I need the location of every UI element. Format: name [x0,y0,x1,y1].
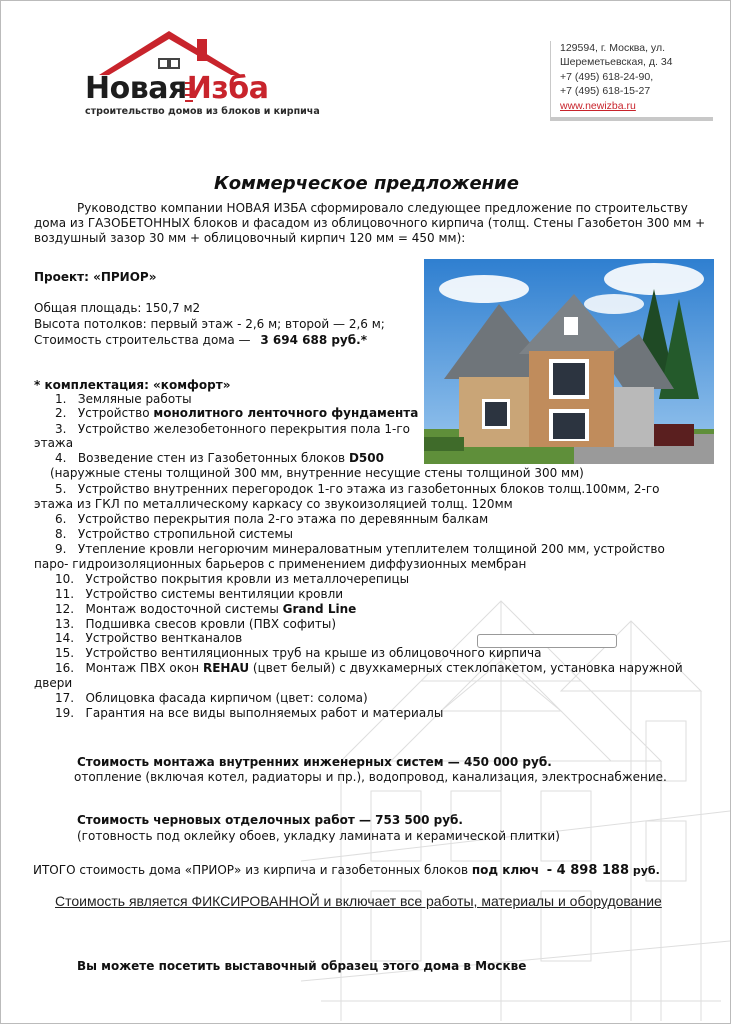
item-number: 11. [55,587,75,601]
list-item [55,512,488,526]
item-number: 6. [55,512,67,526]
item-number: 15. [55,646,75,660]
list-item [55,706,443,720]
list-item [55,451,384,465]
item-text: Устройство вентканалов [85,631,243,645]
total-unit: руб. [629,864,660,877]
finishing-cost: Стоимость черновых отделочных работ — 753 500 руб. [77,813,463,827]
list-item [55,646,541,660]
item-number: 16. [55,661,75,675]
project-area: Общая площадь: 150,7 м2 [34,301,201,315]
item-text: Гарантия на все виды выполняемых работ и материалы [85,706,444,720]
page-title: Коммерческое предложение [214,173,519,194]
item-text: Монтаж ПВХ окон [85,661,203,675]
item-continuation: двери [34,676,73,690]
item-text-after: (цвет белый) с двухкамерных стеклопакетом, установка наружной [249,661,683,675]
phone-2: +7 (495) 618-15-27 [560,85,651,98]
item-number: 2. [55,406,67,420]
item-bold: монолитного ленточного фундамента [153,406,419,420]
item-text: Земляные работы [77,392,192,406]
brand-name [85,71,268,106]
item-text: Возведение стен из Газобетонных блоков [77,451,349,465]
project-cost-value: 3 694 688 руб.* [260,333,367,347]
intro-line: Руководство компании НОВАЯ ИЗБА сформировало следующее предложение по строительству [77,201,688,215]
item-text: Утепление кровли негорючим минераловатным утеплителем толщиной 200 мм, устройство [77,542,665,556]
project-cost-label: Стоимость строительства дома — [34,333,251,347]
list-item [55,406,418,420]
item-number: 19. [55,706,75,720]
item-text: Подшивка свесов кровли (ПВХ софиты) [85,617,337,631]
project-cost [34,333,367,347]
list-item [55,572,409,586]
item-text: Облицовка фасада кирпичом (цвет: солома) [85,691,368,705]
total-line [33,863,660,878]
item-text: Устройство вентиляционных труб на крыше из облицовочного кирпича [85,646,542,660]
project-heights: Высота потолков: первый этаж - 2,6 м; второй — 2,6 м; [34,317,385,331]
brand-tagline: строительство домов из блоков и кирпича [85,106,320,117]
intro-line: дома из ГАЗОБЕТОННЫХ блоков и фасадом из облицовочного кирпича (толщ. Стены Газобетон 300 мм + [34,216,706,230]
house-sketch-watermark [301,561,730,1023]
item-continuation: этажа из ГКЛ по металлическому каркасу со звукоизоляцией толщ. 120мм [34,497,513,511]
fixed-price-note: Стоимость является ФИКСИРОВАННОЙ и включает все работы, материалы и оборудование [55,893,662,909]
list-item [55,542,665,556]
total-prefix: ИТОГО стоимость дома «ПРИОР» из кирпича и газобетонных блоков [33,863,472,877]
address-line-1: 129594, г. Москва, ул. [560,42,665,54]
list-item [55,392,192,406]
item-text: Устройство железобетонного перекрытия пола 1-го [77,422,410,436]
house-photo [424,259,714,464]
list-item [55,617,336,631]
total-value: - 4 898 188 [546,863,630,878]
engineering-desc: отопление (включая котел, радиаторы и пр.), водопровод, канализация, электроснабжение. [74,770,667,784]
item-bold: REHAU [202,661,250,675]
list-item [55,587,343,601]
item-text: Устройство системы вентиляции кровли [85,587,344,601]
brand-name-part2: Изба [186,71,269,106]
phone-1: +7 (495) 618-24-90, [560,70,654,83]
website-link[interactable]: www.newizba.ru [560,99,636,112]
list-item [55,527,293,541]
list-item [55,661,683,675]
item-number: 1. [55,392,67,406]
item-bold: D500 [348,451,384,465]
intro-paragraph [34,201,714,246]
item-number: 4. [55,451,67,465]
brand-name-part1: Новая [85,71,187,106]
project-label: Проект: «ПРИОР» [34,270,157,284]
item-text: Устройство внутренних перегородок 1-го этажа из газобетонных блоков толщ.100мм, 2-го [77,482,660,496]
item-bold: Grand Line [282,602,357,616]
engineering-cost: Стоимость монтажа внутренних инженерных систем — 450 000 руб. [77,755,552,769]
item-number: 3. [55,422,67,436]
address-line-2: Шереметьевская, д. 34 [560,56,673,69]
list-item [55,422,410,436]
item-number: 5. [55,482,67,496]
finishing-desc: (готовность под оклейку обоев, укладку ламината и керамической плитки) [77,829,560,843]
item-text: Устройство покрытия кровли из металлочерепицы [85,572,410,586]
item-number: 13. [55,617,75,631]
list-item [55,691,368,705]
item-text: Устройство стропильной системы [77,527,294,541]
list-item [55,482,660,496]
list-item [55,602,356,616]
list-item [55,631,242,645]
item-continuation: этажа [34,436,74,450]
item-number: 8. [55,527,67,541]
contact-block [550,41,713,121]
package-title: * комплектация: «комфорт» [34,378,231,392]
item-text: Устройство перекрытия пола 2-го этажа по деревянным балкам [77,512,489,526]
item-continuation: (наружные стены толщиной 300 мм, внутренние несущие стены толщиной 300 мм) [50,466,584,480]
total-key: под ключ [471,863,540,877]
item-text: Устройство [77,406,154,420]
item-number: 17. [55,691,75,705]
item-text: Монтаж водосточной системы [85,602,283,616]
item-continuation: паро- гидроизоляционных барьеров с применением диффузионных мембран [34,557,527,571]
item-number: 12. [55,602,75,616]
item-number: 10. [55,572,75,586]
intro-line: воздушный зазор 30 мм + облицовочный кирпич 120 мм = 450 мм): [34,231,466,245]
item-number: 14. [55,631,75,645]
visit-note: Вы можете посетить выставочный образец этого дома в Москве [77,959,527,973]
item-number: 9. [55,542,67,556]
